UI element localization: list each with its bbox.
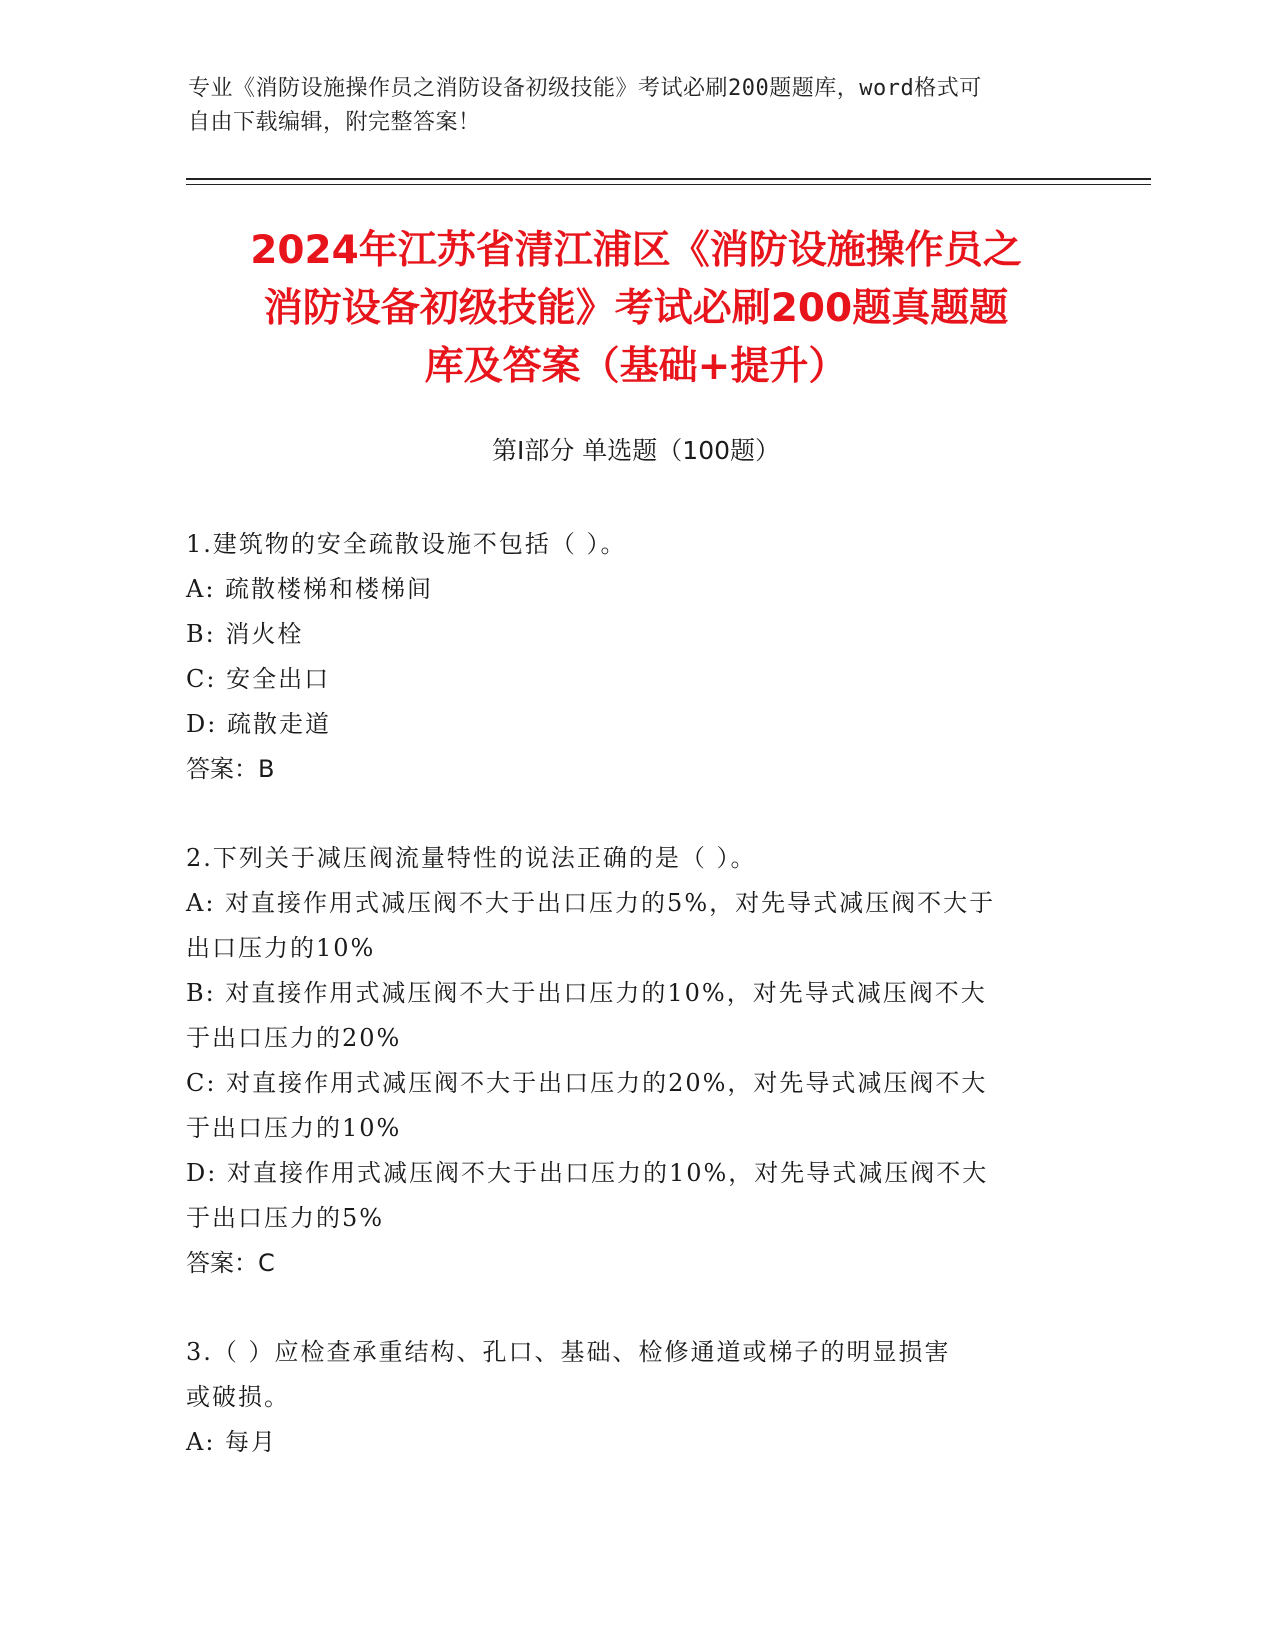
option-line: C: 安全出口 <box>186 665 331 693</box>
question-item <box>186 1330 1086 1465</box>
option-line: D: 对直接作用式减压阀不大于出口压力的10%，对先导式减压阀不大 <box>186 1159 989 1187</box>
answer-text: 答案：C <box>186 1249 275 1277</box>
header-divider-thick <box>186 178 1151 180</box>
header-note-line: 自由下载编辑，附完整答案！ <box>188 110 481 135</box>
option-line: D: 疏散走道 <box>186 710 331 738</box>
option-a <box>186 1420 1086 1465</box>
option-a <box>186 567 1086 612</box>
option-line: 于出口压力的5% <box>186 1204 385 1232</box>
title-line: 消防设备初级技能》考试必刷200题真题题 <box>263 286 1009 331</box>
option-line: B: 对直接作用式减压阀不大于出口压力的10%，对先导式减压阀不大 <box>186 979 987 1007</box>
title-line: 库及答案（基础+提升） <box>424 344 848 389</box>
option-a <box>186 881 1086 971</box>
answer-text: 答案：B <box>186 755 275 783</box>
option-line: C: 对直接作用式减压阀不大于出口压力的20%，对先导式减压阀不大 <box>186 1069 988 1097</box>
question-stem-line: 3.（ ）应检查承重结构、孔口、基础、检修通道或梯子的明显损害 <box>186 1338 951 1366</box>
question-stem <box>186 522 1086 567</box>
option-line: 于出口压力的10% <box>186 1114 402 1142</box>
option-line: A: 对直接作用式减压阀不大于出口压力的5%，对先导式减压阀不大于 <box>186 889 996 917</box>
question-item <box>186 836 1086 1286</box>
question-stem-line: 或破损。 <box>186 1383 290 1411</box>
question-stem-line: 2.下列关于减压阀流量特性的说法正确的是（ ）。 <box>186 844 757 872</box>
section-heading: 第Ⅰ部分 单选题（100题） <box>491 436 781 465</box>
question-list <box>186 522 1086 1509</box>
header-divider-thin <box>186 184 1151 185</box>
question-stem-line: 1.建筑物的安全疏散设施不包括（ ）。 <box>186 530 627 558</box>
option-b <box>186 612 1086 657</box>
document-title <box>186 222 1086 396</box>
option-line: A: 疏散楼梯和楼梯间 <box>186 575 434 603</box>
question-stem <box>186 1330 1086 1420</box>
option-d <box>186 702 1086 747</box>
option-c <box>186 1061 1086 1151</box>
question-item <box>186 522 1086 792</box>
option-line: B: 消火栓 <box>186 620 304 648</box>
option-c <box>186 657 1086 702</box>
option-b <box>186 971 1086 1061</box>
option-line: 出口压力的10% <box>186 934 376 962</box>
question-stem <box>186 836 1086 881</box>
option-line: A: 每月 <box>186 1428 278 1456</box>
option-line: 于出口压力的20% <box>186 1024 402 1052</box>
title-line: 2024年江苏省清江浦区《消防设施操作员之 <box>250 228 1022 273</box>
header-note-line: 专业《消防设施操作员之消防设备初级技能》考试必刷200题题库，word格式可 <box>188 76 982 101</box>
option-d <box>186 1151 1086 1241</box>
header-note <box>188 72 1078 140</box>
